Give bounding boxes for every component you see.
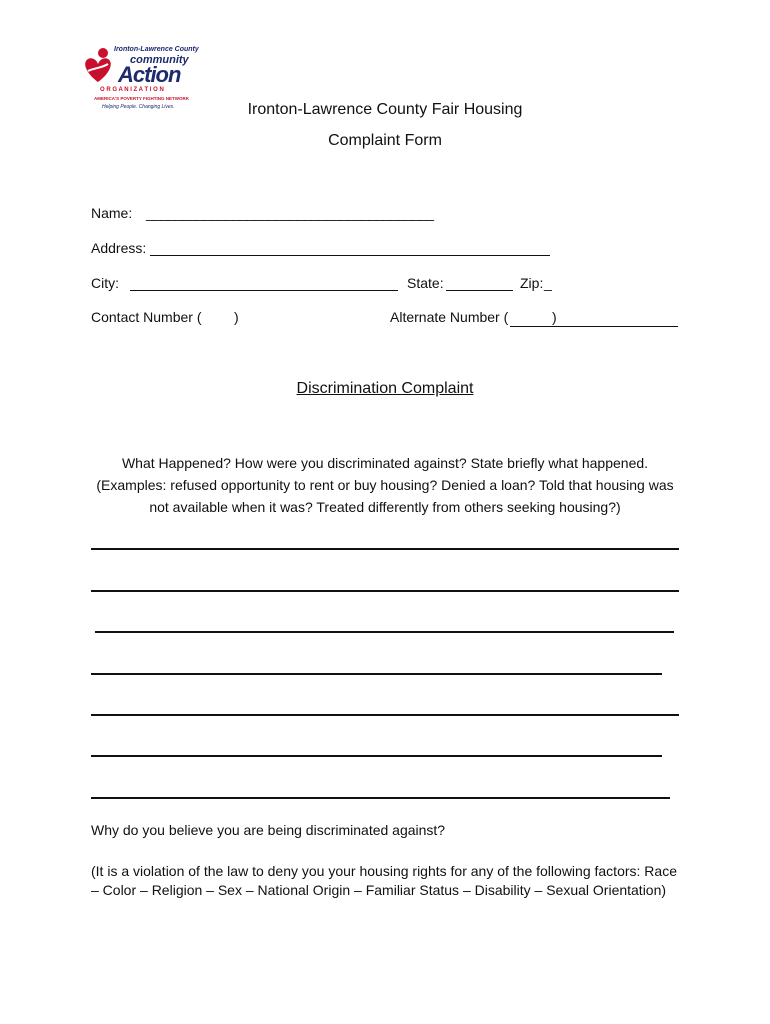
city-label: City: (91, 275, 119, 291)
answer-line-6[interactable] (91, 755, 662, 757)
state-label: State: (407, 275, 444, 291)
complaint-heading-text: Discrimination Complaint (296, 380, 474, 397)
zip-field[interactable]: _ (544, 275, 552, 291)
answer-line-4[interactable] (91, 673, 662, 675)
logo-top-text: Ironton-Lawrence County (114, 46, 199, 53)
address-field[interactable] (150, 255, 550, 256)
logo-word-community: community (130, 54, 189, 66)
prompt-line-2: (Examples: refused opportunity to rent or buy housing? Denied a loan? Told that housing was (96, 477, 674, 493)
alternate-number-close: ) (552, 309, 557, 325)
logo-slogan: Helping People. Changing Lives. (102, 104, 175, 110)
factors-line-2: – Color – Religion – Sex – National Origin – Familiar Status – Disability – Sexual Orientation) (91, 882, 667, 898)
factors-line-1: (It is a violation of the law to deny you your housing rights for any of the following factors: Race (91, 863, 677, 879)
name-field[interactable]: ________________________________________ (146, 205, 434, 221)
answer-line-3[interactable] (95, 631, 674, 633)
name-label: Name: (91, 205, 133, 221)
logo-network: AMERICA'S POVERTY FIGHTING NETWORK (94, 96, 189, 101)
prompt-line-1: What Happened? How were you discriminated against? State briefly what happened. (121, 455, 649, 471)
logo-organization: O R G A N I Z A T I O N (100, 87, 164, 93)
prompt-line-3: not available when it was? Treated differently from others seeking housing?) (149, 499, 621, 515)
contact-number-label: Contact Number ( (91, 309, 202, 325)
city-field[interactable] (130, 290, 398, 291)
alternate-number-label: Alternate Number ( (390, 309, 509, 325)
answer-line-7[interactable] (91, 797, 670, 799)
form-title-line2: Complaint Form (328, 132, 442, 149)
address-label: Address: (91, 240, 147, 256)
state-field[interactable] (446, 290, 513, 291)
zip-label: Zip: (520, 275, 544, 291)
answer-line-5[interactable] (91, 714, 679, 716)
complaint-heading (0, 379, 770, 399)
contact-number-close: ) (234, 309, 239, 325)
alternate-number-field[interactable] (510, 326, 678, 327)
form-title-line1: Ironton-Lawrence County Fair Housing (247, 101, 523, 118)
why-question: Why do you believe you are being discriminated against? (91, 822, 446, 838)
logo-word-action: Action (118, 62, 181, 87)
answer-line-1[interactable] (91, 548, 679, 550)
answer-line-2[interactable] (91, 590, 679, 592)
